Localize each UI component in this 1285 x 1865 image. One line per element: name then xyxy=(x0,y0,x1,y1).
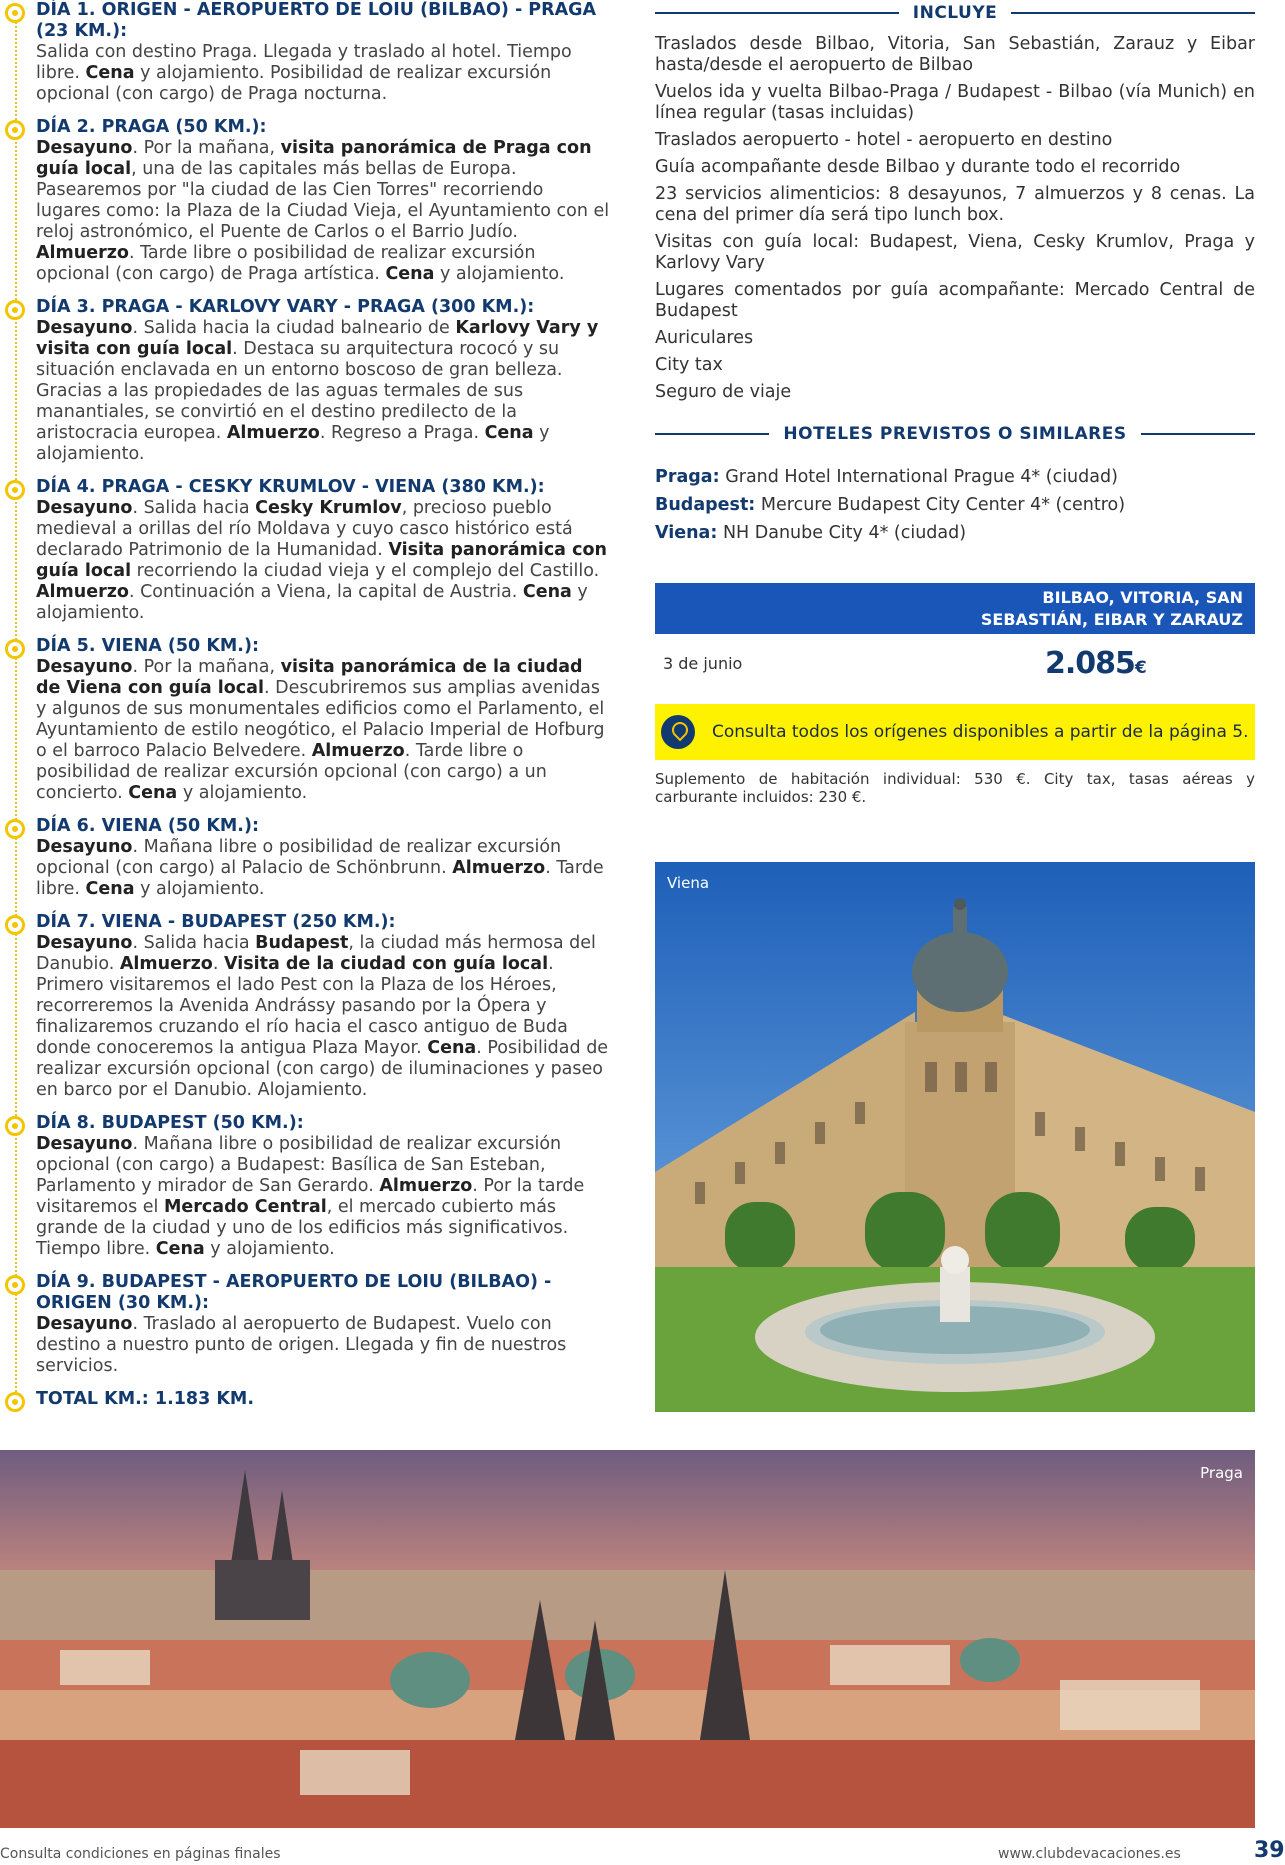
day-description xyxy=(36,138,612,285)
day-description xyxy=(36,933,612,1101)
day-description xyxy=(36,657,612,804)
itinerary-day xyxy=(0,912,612,1101)
itinerary-day xyxy=(0,1113,612,1260)
day-description xyxy=(36,837,612,900)
day-text-fragment: . Tarde libre. xyxy=(36,858,604,899)
includes-item: Guía acompañante desde Bilbao y durante todo el recorrido xyxy=(655,157,1181,177)
location-pin-icon xyxy=(661,715,695,749)
day-description xyxy=(36,1134,612,1260)
day-text-fragment: , precioso pueblo medieval a orillas del río Moldava y cuyo casco histórico está declarado Patrimonio de la Humanidad. xyxy=(36,498,573,560)
hotel-city: Praga: xyxy=(655,467,720,487)
includes-item: Traslados aeropuerto - hotel - aeropuerto en destino xyxy=(655,130,1113,150)
praga-caption: Praga xyxy=(1200,1464,1243,1482)
day-text-fragment: . Salida hacia la ciudad balneario de xyxy=(132,318,456,338)
day-text-fragment: Visita de la ciudad con guía local xyxy=(223,954,549,974)
day-text-fragment: y alojamiento. xyxy=(434,264,565,284)
price-row xyxy=(655,634,1255,692)
day-text-fragment: , la ciudad más hermosa del Danubio. xyxy=(36,933,596,974)
itinerary-day xyxy=(0,636,612,804)
day-text-fragment: Cena xyxy=(385,264,435,284)
day-text-fragment: . Regreso a Praga. xyxy=(319,423,485,443)
footer-conditions[interactable]: Consulta condiciones en páginas finales xyxy=(0,1846,281,1862)
day-text-fragment: Cena xyxy=(427,1038,477,1058)
day-text-fragment: . Primero visitaremos el lado Pest con la Plaza de los Héroes, recorreremos la Avenida Andrássy pasando por la Ópera y finalizaremos cruzando el río hacia el casco antiguo de Buda donde conoceremos la antigua Plaza Mayor. xyxy=(36,954,568,1058)
hotels-section xyxy=(655,421,1255,547)
includes-item: Seguro de viaje xyxy=(655,382,792,402)
praga-photo xyxy=(0,1450,1255,1828)
day-text-fragment: Almuerzo xyxy=(36,243,129,263)
footer-website-link[interactable]: www.clubdevacaciones.es xyxy=(998,1846,1181,1862)
day-text-fragment: . Por la mañana, xyxy=(132,657,281,677)
price-header-line2: SEBASTIÁN, EIBAR Y ZARAUZ xyxy=(980,610,1243,629)
day-text-fragment: . Salida hacia xyxy=(132,933,256,953)
day-text-fragment: , el mercado cubierto más grande de la ciudad y uno de los edificios más significativos. Tiempo libre. xyxy=(36,1197,569,1259)
right-column xyxy=(655,0,1255,806)
day-title: DÍA 2. PRAGA (50 KM.): xyxy=(36,117,267,137)
hotel-item xyxy=(655,491,1255,519)
day-text-fragment: Cesky Krumlov xyxy=(255,498,402,518)
includes-item: Vuelos ida y vuelta Bilbao-Praga / Budapest - Bilbao (vía Munich) en línea regular (tasas incluidas) xyxy=(655,82,1255,123)
day-description xyxy=(36,498,612,624)
hotel-name: Mercure Budapest City Center 4* (centro) xyxy=(760,495,1126,515)
hotel-item xyxy=(655,519,1255,547)
origins-notice[interactable] xyxy=(655,704,1255,760)
day-title: DÍA 7. VIENA - BUDAPEST (250 KM.): xyxy=(36,912,396,932)
day-text-fragment: Salida con destino Praga. Llegada y traslado al hotel. Tiempo libre. xyxy=(36,42,572,83)
price-date: 3 de junio xyxy=(663,653,743,673)
day-text-fragment: Almuerzo xyxy=(226,423,320,443)
day-text-fragment: Desayuno xyxy=(36,498,133,518)
includes-item: Lugares comentados por guía acompañante: Mercado Central de Budapest xyxy=(655,280,1255,321)
day-title: DÍA 1. ORIGEN - AEROPUERTO DE LOIU (BILBAO) - PRAGA (23 KM.): xyxy=(36,0,597,41)
day-text-fragment: y alojamiento. xyxy=(36,423,550,464)
praga-illustration xyxy=(0,1450,1255,1828)
target-bullet-icon xyxy=(5,300,25,320)
day-text-fragment: Almuerzo xyxy=(36,582,129,602)
day-text-fragment: . Por la tarde visitaremos el xyxy=(36,1176,585,1217)
hotels-header xyxy=(655,421,1255,447)
itinerary-day xyxy=(0,1389,612,1410)
day-text-fragment: , una de las capitales más bellas de Europa. Pasearemos por "la ciudad de las Cien Torres" recorriendo lugares como: la Plaza de la Ciudad Vieja, el Ayuntamiento con el reloj astronómico, el Puente de Carlos o el Barrio Judío. xyxy=(36,159,610,242)
day-description xyxy=(36,318,612,465)
target-bullet-icon xyxy=(5,819,25,839)
target-bullet-icon xyxy=(5,3,25,23)
hotel-city: Budapest: xyxy=(655,495,756,515)
hotel-city: Viena: xyxy=(655,523,718,543)
itinerary-day xyxy=(0,1272,612,1377)
day-text-fragment: Desayuno xyxy=(36,138,133,158)
hotel-name: NH Danube City 4* (ciudad) xyxy=(722,523,967,543)
day-text-fragment: Cena xyxy=(522,582,572,602)
day-text-fragment: Almuerzo xyxy=(452,858,546,878)
day-title: DÍA 9. BUDAPEST - AEROPUERTO DE LOIU (BILBAO) - ORIGEN (30 KM.): xyxy=(36,1272,552,1313)
day-text-fragment: visita panorámica de Praga con guía local xyxy=(36,138,592,179)
day-text-fragment: y alojamiento. Posibilidad de realizar excursión opcional (con cargo) de Praga nocturna. xyxy=(36,63,552,104)
includes-header xyxy=(655,0,1255,26)
day-description xyxy=(36,1314,612,1377)
day-description xyxy=(36,42,612,105)
day-text-fragment: y alojamiento. xyxy=(177,783,308,803)
itinerary-day xyxy=(0,297,612,465)
day-list xyxy=(0,0,612,1410)
day-text-fragment: y alojamiento. xyxy=(134,879,265,899)
price-amount: 2.085€ xyxy=(1045,645,1147,681)
hotels-list xyxy=(655,463,1255,547)
day-text-fragment: Almuerzo xyxy=(119,954,213,974)
day-title: DÍA 5. VIENA (50 KM.): xyxy=(36,636,259,656)
day-text-fragment: Desayuno xyxy=(36,1314,133,1334)
day-title: TOTAL KM.: 1.183 KM. xyxy=(36,1389,254,1409)
supplement-text: Suplemento de habitación individual: 530 €. City tax, tasas aéreas y carburante incluidos: 230 €. xyxy=(655,770,1255,806)
includes-item: Traslados desde Bilbao, Vitoria, San Sebastián, Zarauz y Eibar hasta/desde el aeropuerto de Bilbao xyxy=(655,34,1255,75)
day-text-fragment: Mercado Central xyxy=(164,1197,327,1217)
includes-item: City tax xyxy=(655,355,723,375)
day-text-fragment: Karlovy Vary y visita con guía local xyxy=(36,318,599,359)
day-text-fragment: Almuerzo xyxy=(379,1176,473,1196)
viena-illustration xyxy=(655,862,1255,1412)
includes-item: Visitas con guía local: Budapest, Viena, Cesky Krumlov, Praga y Karlovy Vary xyxy=(655,232,1255,273)
day-text-fragment: . Mañana libre o posibilidad de realizar excursión opcional (con cargo) a Budapest: Basílica de San Esteban, Parlamento y mirador de San Gerardo. xyxy=(36,1134,562,1196)
price-header xyxy=(655,583,1255,634)
price-table xyxy=(655,583,1255,692)
day-text-fragment: Desayuno xyxy=(36,1134,133,1154)
day-title: DÍA 4. PRAGA - CESKY KRUMLOV - VIENA (380 KM.): xyxy=(36,477,545,497)
hotels-title: HOTELES PREVISTOS O SIMILARES xyxy=(783,424,1127,444)
day-text-fragment: Desayuno xyxy=(36,657,133,677)
includes-list xyxy=(655,34,1255,403)
day-text-fragment: visita panorámica de la ciudad de Viena con guía local xyxy=(36,657,583,698)
target-bullet-icon xyxy=(5,1392,25,1412)
itinerary-day xyxy=(0,0,612,105)
day-text-fragment: Cena xyxy=(128,783,178,803)
day-text-fragment: Cena xyxy=(155,1239,205,1259)
includes-item: Auriculares xyxy=(655,328,754,348)
target-bullet-icon xyxy=(5,915,25,935)
day-text-fragment: y alojamiento. xyxy=(36,582,588,623)
target-bullet-icon xyxy=(5,480,25,500)
itinerary-day xyxy=(0,117,612,285)
page-number: 39 xyxy=(1254,1838,1285,1863)
viena-caption: Viena xyxy=(667,874,710,892)
day-text-fragment: . Tarde libre o posibilidad de realizar excursión opcional (con cargo) a un concierto. xyxy=(36,741,547,803)
itinerary xyxy=(0,0,612,1422)
target-bullet-icon xyxy=(5,1116,25,1136)
day-text-fragment: Cena xyxy=(484,423,534,443)
day-text-fragment: Cena xyxy=(85,879,135,899)
day-title: DÍA 3. PRAGA - KARLOVY VARY - PRAGA (300 KM.): xyxy=(36,297,535,317)
target-bullet-icon xyxy=(5,639,25,659)
day-text-fragment: y alojamiento. xyxy=(204,1239,335,1259)
day-text-fragment: Budapest xyxy=(255,933,349,953)
viena-photo xyxy=(655,862,1255,1412)
day-text-fragment: Desayuno xyxy=(36,318,133,338)
day-text-fragment: Desayuno xyxy=(36,837,133,857)
includes-title: INCLUYE xyxy=(912,3,998,23)
day-text-fragment: . Destaca su arquitectura rococó y su situación enclavada en un entorno boscoso de gran belleza. Gracias a las propiedades de las aguas termales de sus manantiales, se convirtió en el destino predilecto de la aristocracia europea. xyxy=(36,339,563,443)
target-bullet-icon xyxy=(5,1275,25,1295)
price-currency: € xyxy=(1134,657,1147,678)
origins-notice-text: Consulta todos los orígenes disponibles a partir de la página 5. xyxy=(712,722,1249,742)
day-text-fragment: recorriendo la ciudad vieja y el complejo del Castillo. xyxy=(131,561,600,581)
itinerary-day xyxy=(0,816,612,900)
day-text-fragment: . xyxy=(212,954,224,974)
includes-item: 23 servicios alimenticios: 8 desayunos, 7 almuerzos y 8 cenas. La cena del primer día será tipo lunch box. xyxy=(655,184,1255,225)
day-text-fragment: Desayuno xyxy=(36,933,133,953)
day-text-fragment: Visita panorámica con guía local xyxy=(36,540,607,581)
day-text-fragment: . Salida hacia xyxy=(132,498,256,518)
day-text-fragment: . Continuación a Viena, la capital de Austria. xyxy=(128,582,523,602)
day-title: DÍA 8. BUDAPEST (50 KM.): xyxy=(36,1113,304,1133)
day-text-fragment: . Tarde libre o posibilidad de realizar excursión opcional (con cargo) de Praga artística. xyxy=(36,243,536,284)
day-text-fragment: . Descubriremos sus amplias avenidas y algunos de sus monumentales edificios como el Parlamento, el Ayuntamiento de estilo neogótico, el Palacio Imperial de Hofburg o el barroco Palacio Belvedere. xyxy=(36,678,605,761)
day-text-fragment: Cena xyxy=(85,63,135,83)
price-header-line1: BILBAO, VITORIA, SAN xyxy=(1042,588,1243,607)
day-text-fragment: Almuerzo xyxy=(311,741,405,761)
day-text-fragment: . Posibilidad de realizar excursión opcional (con cargo) de iluminaciones y paseo en barco por el Danubio. Alojamiento. xyxy=(36,1038,609,1100)
hotel-name: Grand Hotel International Prague 4* (ciudad) xyxy=(725,467,1118,487)
day-text-fragment: . Por la mañana, xyxy=(132,138,281,158)
day-text-fragment: . Traslado al aeropuerto de Budapest. Vuelo con destino a nuestro punto de origen. Llegada y fin de nuestros servicios. xyxy=(36,1314,567,1376)
hotel-item xyxy=(655,463,1255,491)
itinerary-day xyxy=(0,477,612,624)
target-bullet-icon xyxy=(5,120,25,140)
day-text-fragment: . Mañana libre o posibilidad de realizar excursión opcional (con cargo) al Palacio de Schönbrunn. xyxy=(36,837,562,878)
day-title: DÍA 6. VIENA (50 KM.): xyxy=(36,816,259,836)
